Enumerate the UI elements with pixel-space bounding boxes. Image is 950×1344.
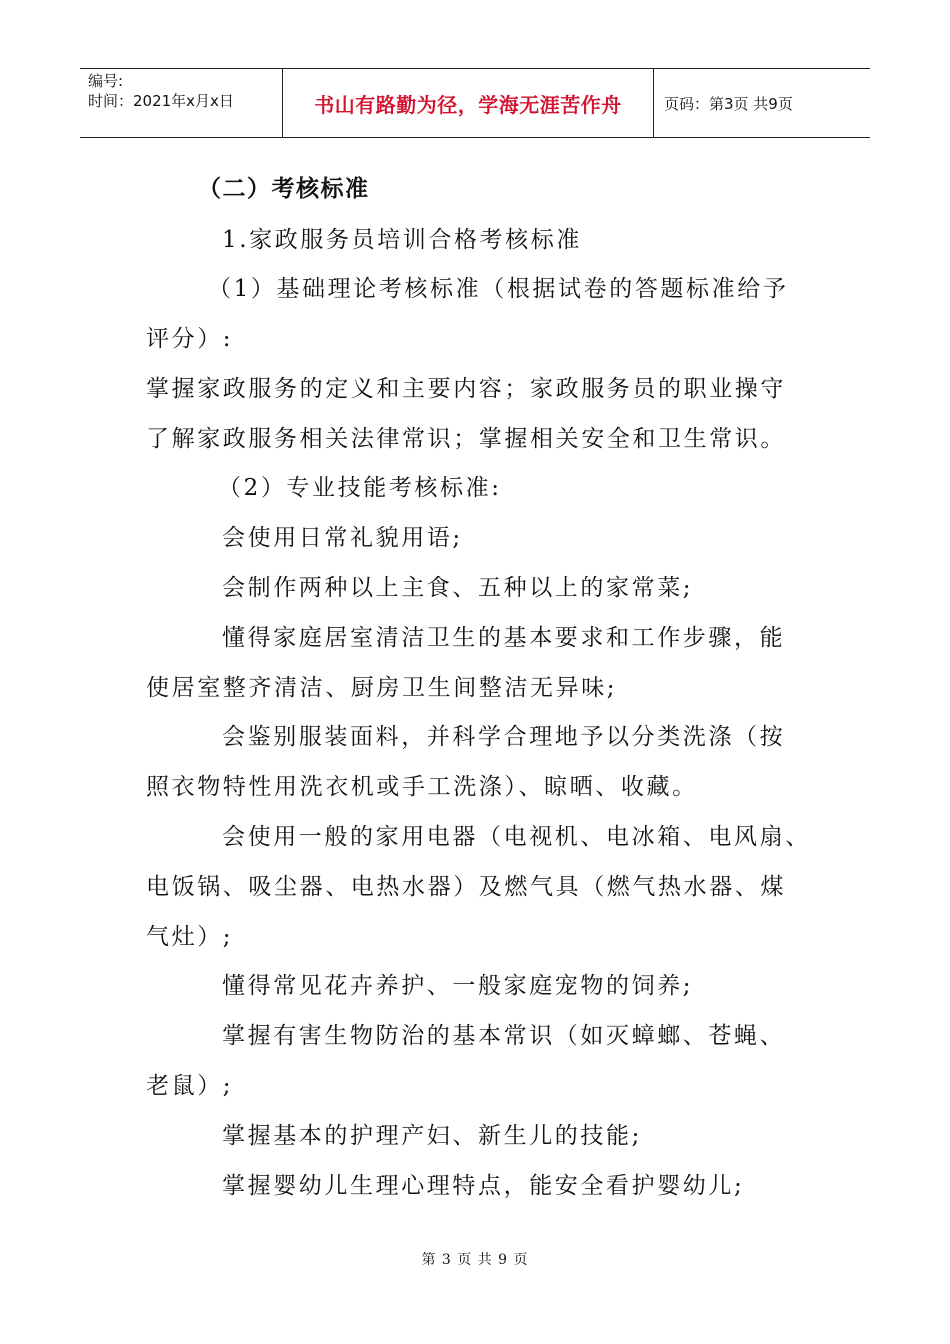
header-motto: 书山有路勤为径，学海无涯苦作舟: [283, 69, 654, 137]
sub1-line1: （1）基础理论考核标准（根据试卷的答题标准给予: [208, 276, 789, 302]
time-label: 时间：2021年x月x日: [88, 92, 234, 110]
section-heading: （二）考核标准: [198, 176, 370, 202]
skill5-line1: 会使用一般的家用电器（电视机、电冰箱、电风扇、: [222, 824, 811, 850]
theory-line2: 了解家政服务相关法律常识；掌握相关安全和卫生常识。: [146, 426, 786, 452]
skill4-line2: 照衣物特性用洗衣机或手工洗涤）、晾晒、收藏。: [146, 774, 698, 800]
number-label: 编号:: [88, 72, 124, 90]
page-footer: 第 3 页 共 9 页: [421, 1252, 529, 1268]
header-meta-cell: [80, 69, 283, 137]
skill7-line1: 掌握有害生物防治的基本常识（如灭蟑螂、苍蝇、: [222, 1023, 786, 1049]
skill4-line1: 会鉴别服装面料，并科学合理地予以分类洗涤（按: [222, 724, 786, 750]
skill3-line1: 懂得家庭居室清洁卫生的基本要求和工作步骤，能: [222, 625, 786, 651]
document-header: [80, 68, 870, 138]
header-page-info: 页码：第3页 共9页: [664, 94, 793, 113]
theory-line1: 掌握家政服务的定义和主要内容；家政服务员的职业操守: [146, 376, 786, 402]
skill2: 会制作两种以上主食、五种以上的家常菜;: [222, 575, 694, 601]
skill9: 掌握婴幼儿生理心理特点，能安全看护婴幼儿;: [222, 1173, 745, 1199]
skill6: 懂得常见花卉养护、一般家庭宠物的饲养;: [222, 973, 694, 999]
skill3-line2: 使居室整齐清洁、厨房卫生间整洁无异味;: [146, 675, 618, 701]
sub1-line2: 评分）:: [146, 326, 234, 352]
skill7-line2: 老鼠）;: [146, 1073, 234, 1099]
skill8: 掌握基本的护理产妇、新生儿的技能;: [222, 1123, 642, 1149]
skill5-line2: 电饭锅、吸尘器、电热水器）及燃气具（燃气热水器、煤: [146, 874, 786, 900]
sub2-title: （2）专业技能考核标准:: [218, 475, 502, 501]
skill1: 会使用日常礼貌用语;: [222, 525, 463, 551]
skill5-line3: 气灶）;: [146, 924, 234, 950]
item1-title: 1.家政服务员培训合格考核标准: [222, 227, 582, 253]
